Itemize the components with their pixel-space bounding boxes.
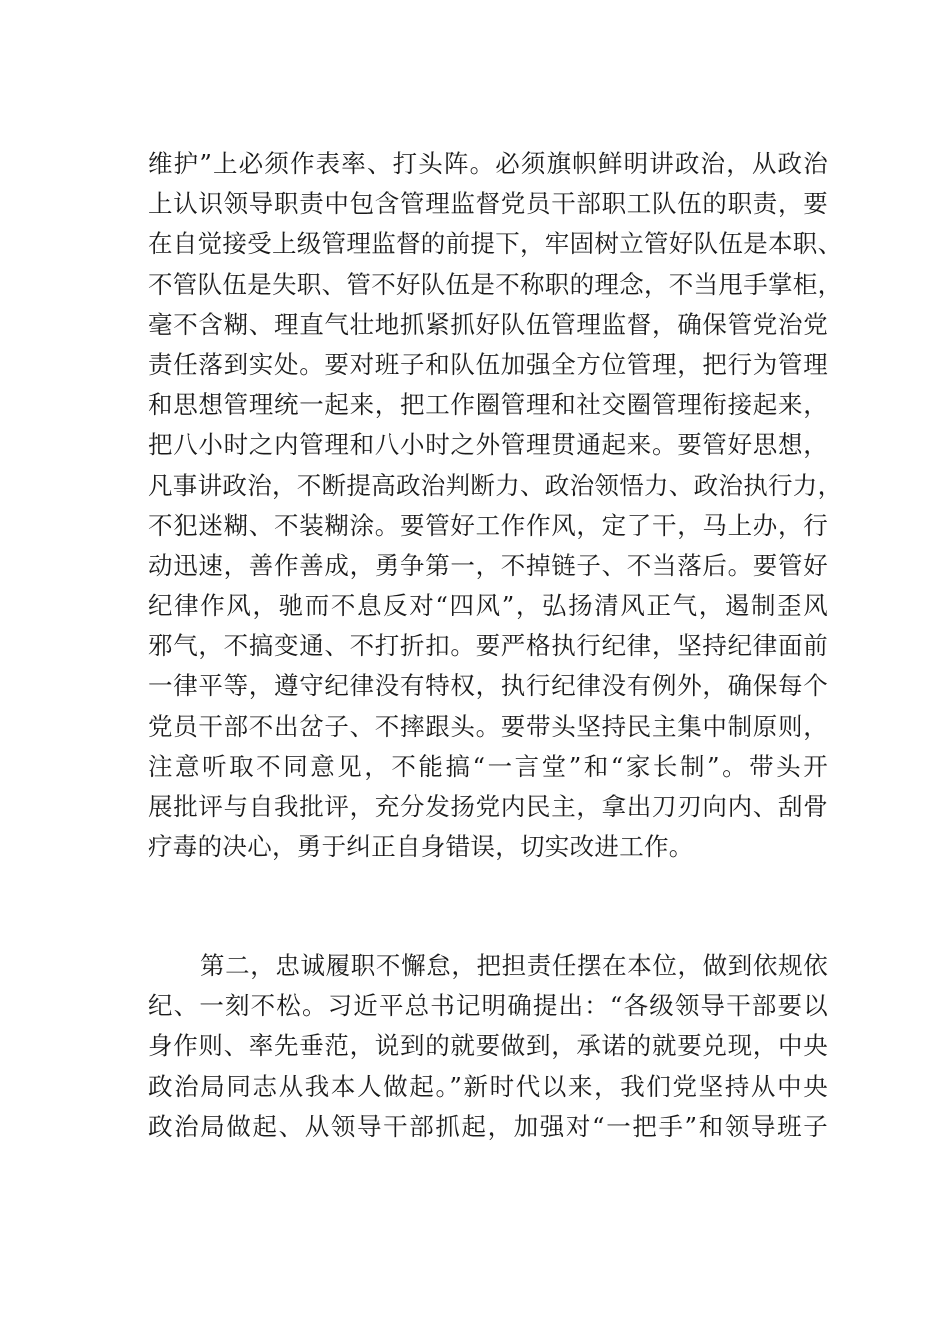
text-line: 上认识领导职责中包含管理监督党员干部职工队伍的职责，要: [148, 189, 828, 219]
text-line: 不犯迷糊、不装糊涂。要管好工作作风，定了干，马上办，行: [148, 510, 828, 540]
text-line: 凡事讲政治，不断提高政治判断力、政治领悟力、政治执行力，: [148, 470, 843, 500]
text-line: 纪、一刻不松。习近平总书记明确提出：“各级领导干部要以: [148, 991, 828, 1021]
text-line: 邪气，不搞变通、不打折扣。要严格执行纪律，坚持纪律面前: [148, 631, 828, 661]
text-line: 疗毒的决心，勇于纠正自身错误，切实改进工作。: [148, 832, 694, 862]
text-line: 毫不含糊、理直气壮地抓紧抓好队伍管理监督，确保管党治党: [148, 309, 828, 339]
text-line: 维护”上必须作表率、打头阵。必须旗帜鲜明讲政治，从政治: [148, 149, 828, 178]
text-line: 动迅速，善作善成，勇争第一，不掉链子、不当落后。要管好: [148, 550, 828, 580]
text-line: 不管队伍是失职、管不好队伍是不称职的理念，不当甩手掌柜，: [148, 269, 843, 299]
text-line: 纪律作风，驰而不息反对“四风”，弘扬清风正气，遏制歪风: [148, 591, 828, 621]
text-line: 注意听取不同意见，不能搞“一言堂”和“家长制”。带头开: [148, 751, 828, 781]
text-line: 政治局做起、从领导干部抓起，加强对“一把手”和领导班子: [148, 1111, 828, 1141]
text-line: 党员干部不出岔子、不摔跟头。要带头坚持民主集中制原则，: [148, 711, 828, 741]
text-line: 第二，忠诚履职不懈怠，把担责任摆在本位，做到依规依: [200, 951, 828, 980]
text-line: 把八小时之内管理和八小时之外管理贯通起来。要管好思想，: [148, 430, 828, 460]
text-line: 和思想管理统一起来，把工作圈管理和社交圈管理衔接起来，: [148, 390, 828, 420]
text-line: 政治局同志从我本人做起。”新时代以来，我们党坚持从中央: [148, 1071, 828, 1101]
text-line: 一律平等，遵守纪律没有特权，执行纪律没有例外，确保每个: [148, 671, 828, 701]
body-paragraph-2: [148, 946, 828, 1147]
text-line: 身作则、率先垂范，说到的就要做到，承诺的就要兑现，中央: [148, 1031, 828, 1061]
text-line: 责任落到实处。要对班子和队伍加强全方位管理，把行为管理: [148, 349, 828, 379]
text-line: 在自觉接受上级管理监督的前提下，牢固树立管好队伍是本职、: [148, 229, 843, 259]
body-paragraph-1: [148, 144, 843, 867]
text-line: 展批评与自我批评，充分发扬党内民主，拿出刀刃向内、刮骨: [148, 792, 828, 821]
